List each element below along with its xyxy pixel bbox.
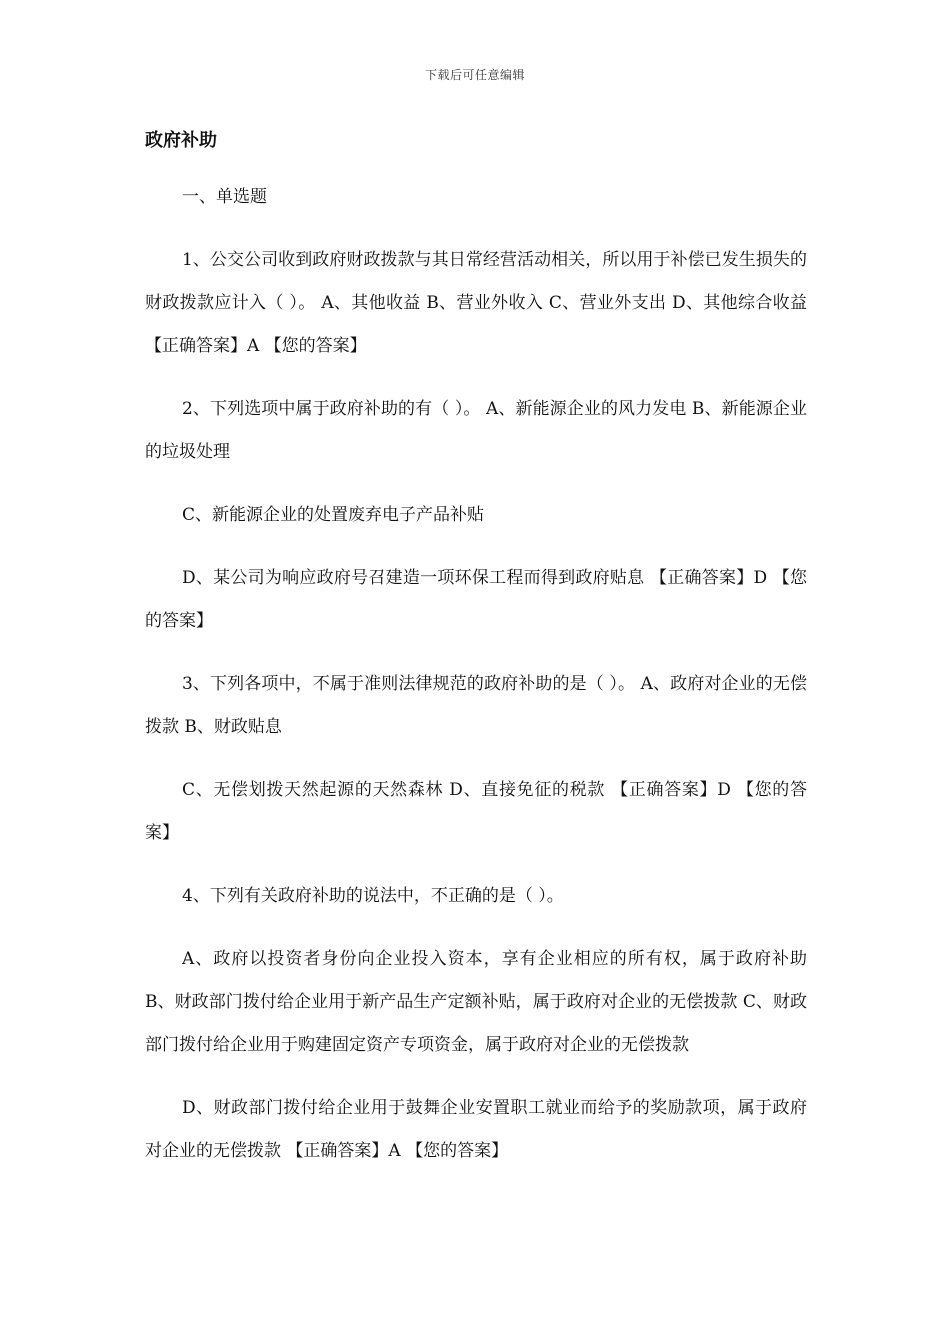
section-heading: 一、单选题 <box>182 187 267 207</box>
question-2-option-d: D、某公司为响应政府号召建造一项环保工程而得到政府贴息 【正确答案】D 【您的答案】 <box>145 568 807 631</box>
question-4-option-d: D、财政部门拨付给企业用于鼓舞企业安置职工就业而给予的奖励款项，属于政府对企业的无偿拨款 【正确答案】A 【您的答案】 <box>145 1098 807 1161</box>
question-1-paragraph: 1、公交公司收到政府财政拨款与其日常经营活动相关，所以用于补偿已发生损失的财政拨款应计入（ ）。 A、其他收益 B、营业外收入 C、营业外支出 D、其他综合收益 【正确答案】A 【您的答案】 <box>145 250 807 356</box>
question-3-paragraph: 3、下列各项中，不属于准则法律规范的政府补助的是（ ）。 A、政府对企业的无偿拨款 B、财政贴息 <box>145 674 807 737</box>
question-4-options-abc: A、政府以投资者身份向企业投入资本，享有企业相应的所有权，属于政府补助 B、财政部门拨付给企业用于新产品生产定额补贴，属于政府对企业的无偿拨款 C、财政部门拨付给企业用于购建固定资产专项资金，属于政府对企业的无偿拨款 <box>145 949 807 1055</box>
document-body <box>145 176 807 1193</box>
question-2-option-c: C、新能源企业的处置废弃电子产品补贴 <box>182 505 485 525</box>
document-title: 政府补助 <box>145 130 217 151</box>
question-2-paragraph: 2、下列选项中属于政府补助的有（ ）。 A、新能源企业的风力发电 B、新能源企业的垃圾处理 <box>145 399 807 462</box>
page-header-note: 下载后可任意编辑 <box>424 68 525 82</box>
question-4-paragraph: 4、下列有关政府补助的说法中，不正确的是（ ）。 <box>182 886 564 906</box>
question-3-options-cd: C、无偿划拨天然起源的天然森林 D、直接免征的税款 【正确答案】D 【您的答案】 <box>145 780 807 843</box>
